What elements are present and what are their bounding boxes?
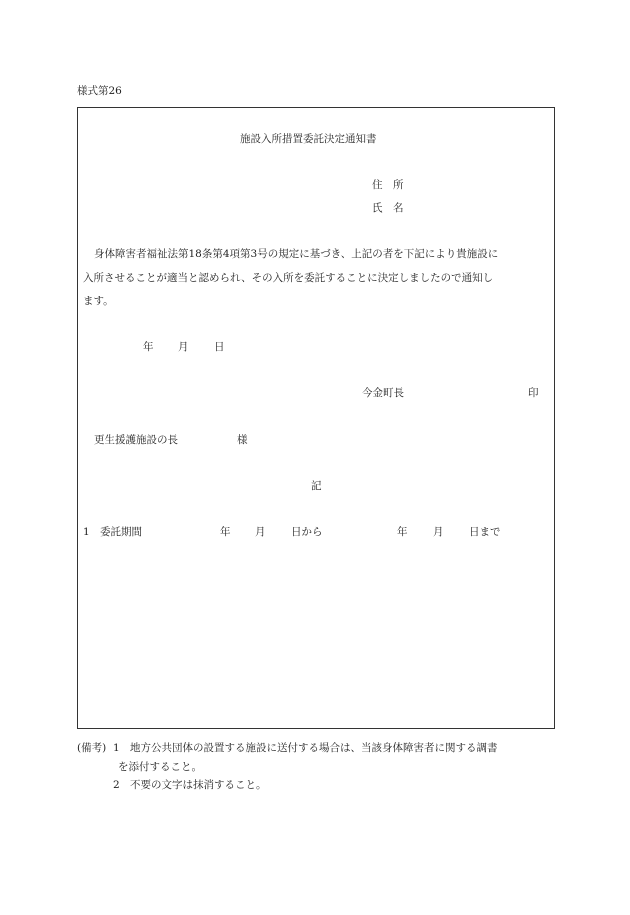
item1-number: 1 bbox=[83, 526, 90, 538]
to-year: 年 bbox=[397, 526, 408, 538]
item1-label: 委託期間 bbox=[100, 526, 142, 538]
addressee-honorific: 様 bbox=[237, 434, 248, 446]
from-day: 日から bbox=[291, 526, 323, 538]
ki-heading: 記 bbox=[311, 480, 322, 492]
date-day: 日 bbox=[214, 341, 225, 353]
notes-prefix: (備考) bbox=[77, 742, 107, 754]
body-line-2: 入所させることが適当と認められ、その入所を委託することに決定しましたので通知し bbox=[83, 272, 494, 284]
from-year: 年 bbox=[220, 526, 231, 538]
note-1-line-1: 地方公共団体の設置する施設に送付する場合は、当該身体障害者に関する調書 bbox=[130, 742, 498, 754]
to-month: 月 bbox=[433, 526, 444, 538]
name-label: 氏 名 bbox=[372, 202, 404, 214]
date-month: 月 bbox=[178, 341, 189, 353]
form-box bbox=[77, 107, 555, 729]
body-line-3: ます。 bbox=[83, 295, 114, 307]
address-label: 住 所 bbox=[372, 179, 404, 191]
date-year: 年 bbox=[143, 341, 154, 353]
note-2-text: 不要の文字は抹消すること。 bbox=[130, 779, 267, 791]
form-number: 様式第26 bbox=[77, 85, 122, 97]
to-day: 日まで bbox=[469, 526, 501, 538]
note-1-number: 1 bbox=[113, 742, 120, 754]
addressee-name: 更生援護施設の長 bbox=[94, 434, 178, 446]
from-month: 月 bbox=[255, 526, 266, 538]
note-2-number: 2 bbox=[113, 779, 120, 791]
note-1-line-2: を添付すること。 bbox=[118, 761, 202, 773]
form-title: 施設入所措置委託決定通知書 bbox=[240, 133, 377, 145]
seal-mark: 印 bbox=[528, 387, 539, 399]
issuer-name: 今金町長 bbox=[362, 387, 404, 399]
body-line-1: 身体障害者福祉法第18条第4項第3号の規定に基づき、上記の者を下記により貴施設に bbox=[94, 248, 499, 260]
